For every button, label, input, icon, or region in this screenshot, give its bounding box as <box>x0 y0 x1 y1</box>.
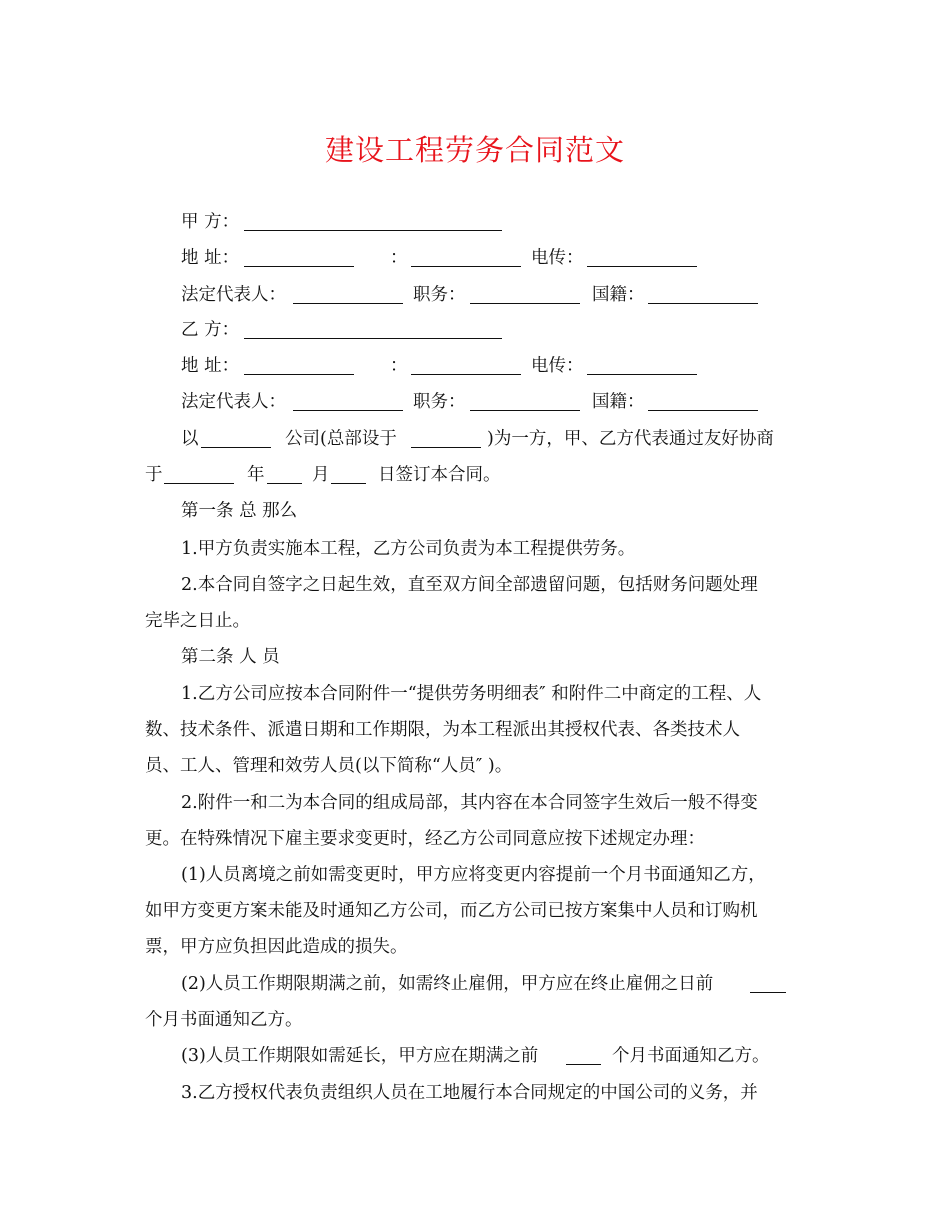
article-1-item-2-text-1: 2.本合同自签字之日起生效，直至双方间全部遗留问题，包括财务问题处理 <box>181 575 758 595</box>
legal-rep-label: 法定代表人： <box>181 285 286 305</box>
article-2-item-1-text-3: 员、工人、管理和效劳人员(以下简称“人员″ )。 <box>145 756 513 776</box>
address-label: 地 址： <box>181 248 240 268</box>
position-label: 职务： <box>413 285 466 305</box>
fax-blank <box>587 374 697 375</box>
intro-text-a: 以 <box>181 429 199 449</box>
article-2-item-1-text-1: 1.乙方公司应按本合同附件一“提供劳务明细表″ 和附件二中商定的工程、人 <box>181 684 762 704</box>
article-1-item-2-text-2: 完毕之日止。 <box>145 611 250 631</box>
phone-blank <box>411 374 521 375</box>
position-blank <box>470 410 580 411</box>
nationality-blank <box>648 303 758 304</box>
sub-item-3-text-a: (3)人员工作期限如需延长，甲方应在期满之前 <box>181 1046 539 1066</box>
phone-blank <box>411 266 521 267</box>
article-2-item-1-text-2: 数、技术条件、派遣日期和工作期限，为本工程派出其授权代表、各类技术人 <box>145 720 740 740</box>
nationality-blank <box>648 410 758 411</box>
fax-label: 电传： <box>531 356 584 376</box>
intro-text-c: )为一方，甲、乙方代表通过友好协商 <box>487 429 774 449</box>
notice-months-blank <box>750 992 786 993</box>
sub-item-3-text-b: 个月书面通知乙方。 <box>612 1046 770 1066</box>
party-b-blank <box>244 338 502 339</box>
month-blank <box>267 483 302 484</box>
sub-item-1-text-1: (1)人员离境之前如需变更时，甲方应将变更内容提前一个月书面通知乙方， <box>181 865 766 885</box>
document-title: 建设工程劳务合同范文 <box>324 133 625 167</box>
nationality-label: 国籍： <box>592 285 645 305</box>
address-label: 地 址： <box>181 356 240 376</box>
article-2-heading-text: 第二条 人 员 <box>181 647 280 667</box>
article-1-item-1-text: 1.甲方负责实施本工程，乙方公司负责为本工程提供劳务。 <box>181 539 636 559</box>
address-blank <box>244 374 354 375</box>
month-label: 月 <box>312 465 330 485</box>
company-name-blank <box>201 447 271 448</box>
headquarters-blank <box>411 447 481 448</box>
intro-text-e: 日签订本合同。 <box>378 465 501 485</box>
fax-label: 电传： <box>531 248 584 268</box>
party-a-blank <box>244 230 502 231</box>
position-label: 职务： <box>413 392 466 412</box>
party-b-label: 乙 方： <box>181 320 240 340</box>
intro-text-b: 公司(总部设于 <box>285 429 397 449</box>
sub-item-2-text-2: 个月书面通知乙方。 <box>145 1010 303 1030</box>
sub-item-1-text-2: 如甲方变更方案未能及时通知乙方公司，而乙方公司已按方案集中人员和订购机 <box>145 901 758 921</box>
article-1-heading-text: 第一条 总 那么 <box>181 501 298 521</box>
phone-label-colon: ： <box>390 248 408 268</box>
fax-blank <box>587 266 697 267</box>
party-a-label: 甲 方： <box>181 212 240 232</box>
intro-text-d: 于 <box>145 465 163 485</box>
extension-months-blank <box>566 1064 601 1065</box>
article-2-item-2-text-2: 更。在特殊情况下雇主要求变更时，经乙方公司同意应按下述规定办理： <box>145 829 705 849</box>
year-blank <box>164 483 234 484</box>
legal-rep-blank <box>293 410 403 411</box>
day-blank <box>331 483 366 484</box>
phone-label-colon: ： <box>390 356 408 376</box>
year-label: 年 <box>247 465 265 485</box>
article-2-item-3-text-1: 3.乙方授权代表负责组织人员在工地履行本合同规定的中国公司的义务，并 <box>181 1083 758 1103</box>
position-blank <box>470 303 580 304</box>
address-blank <box>244 266 354 267</box>
sub-item-2-text-1: (2)人员工作期限期满之前，如需终止雇佣，甲方应在终止雇佣之日前 <box>181 974 714 994</box>
legal-rep-blank <box>293 303 403 304</box>
nationality-label: 国籍： <box>592 392 645 412</box>
article-2-item-2-text-1: 2.附件一和二为本合同的组成局部，其内容在本合同签字生效后一般不得变 <box>181 793 758 813</box>
sub-item-1-text-3: 票，甲方应负担因此造成的损失。 <box>145 937 408 957</box>
legal-rep-label: 法定代表人： <box>181 392 286 412</box>
